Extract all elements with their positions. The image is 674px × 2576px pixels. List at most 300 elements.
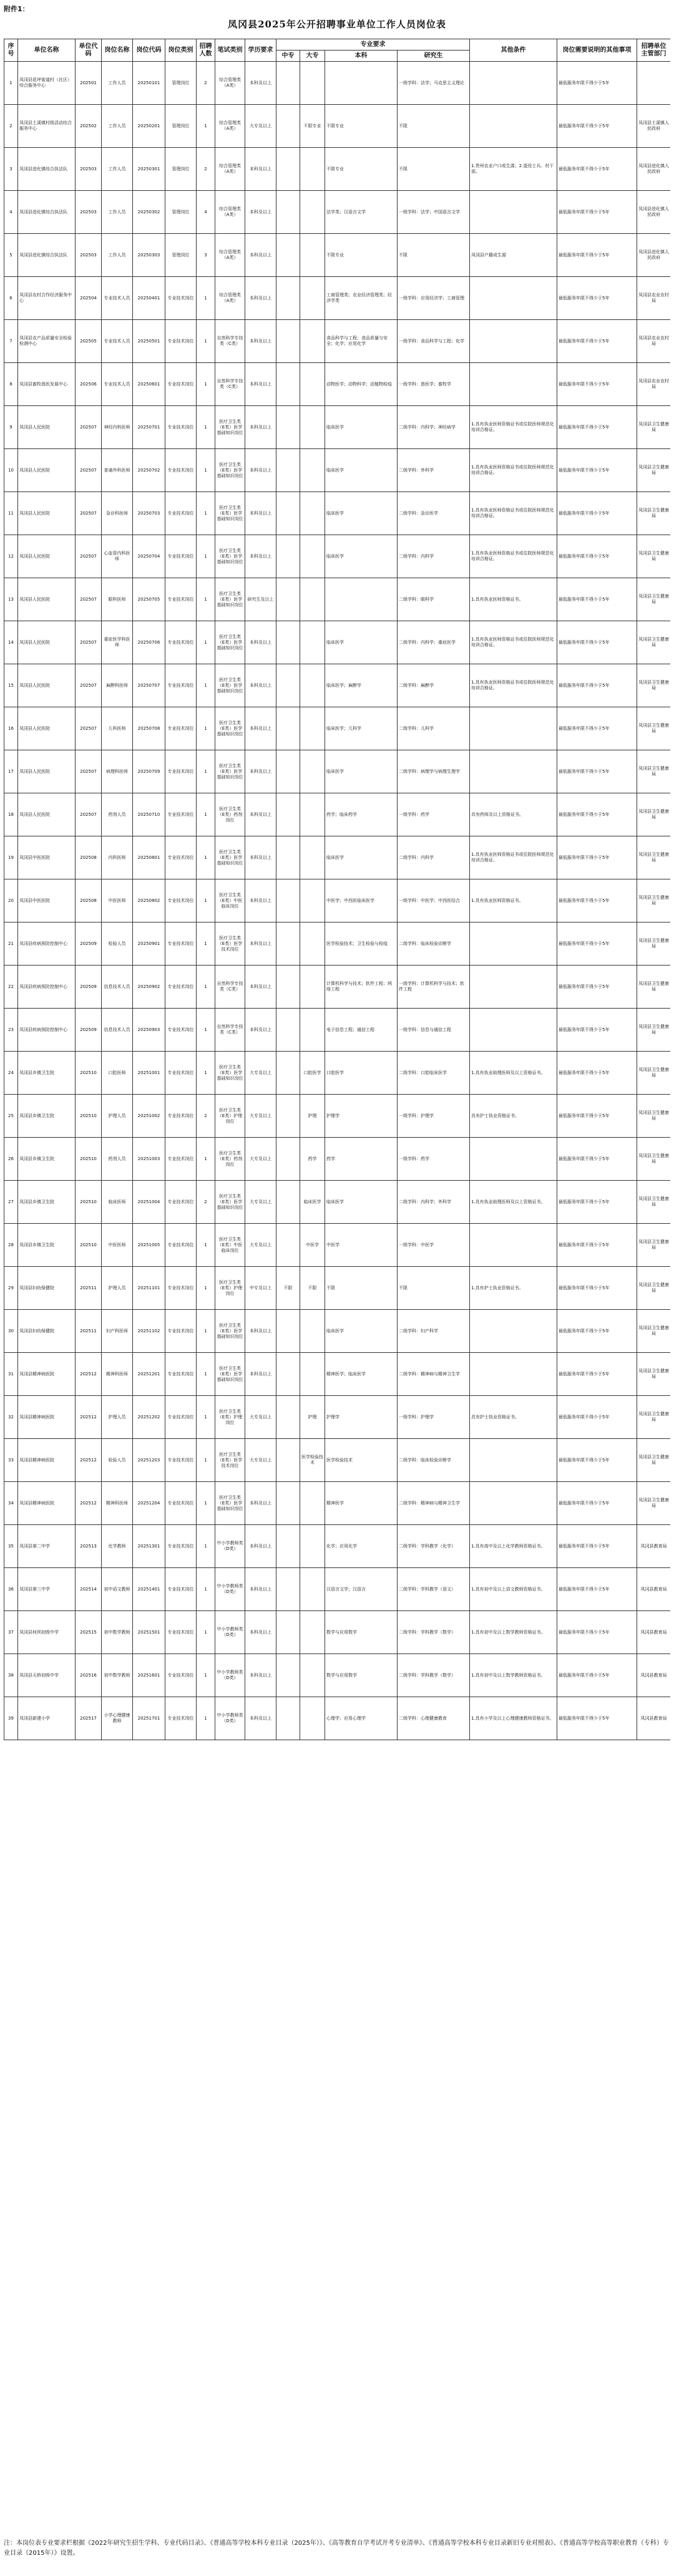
cell-post-type: 管理岗位 bbox=[165, 148, 197, 191]
cell-undergrad: 中医学；中西医临床医学 bbox=[325, 879, 398, 922]
cell-secondary bbox=[276, 1181, 300, 1224]
cell-exam-category: 医疗卫生类（E类）医学基础知识岗位 bbox=[215, 664, 245, 707]
cell-post-code: 20250302 bbox=[133, 191, 165, 234]
cell-undergrad: 数学与应用数学 bbox=[325, 1654, 398, 1697]
cell-other-cond: 1.具有初中及以上数学教师资格证书。 bbox=[470, 1611, 557, 1654]
cell-post-name: 护理人员 bbox=[102, 1267, 133, 1310]
cell-seq: 15 bbox=[4, 664, 18, 707]
table-body bbox=[4, 62, 671, 1740]
header-undergrad: 本科 bbox=[325, 51, 398, 62]
cell-post-code: 20251301 bbox=[133, 1525, 165, 1568]
cell-undergrad: 临床医学 bbox=[325, 1181, 398, 1224]
cell-post-type: 管理岗位 bbox=[165, 62, 197, 105]
cell-education: 本科及以上 bbox=[245, 1009, 276, 1052]
cell-unit-name: 凤冈县农产品质量安全检验检测中心 bbox=[18, 320, 76, 363]
cell-post-code: 20251003 bbox=[133, 1138, 165, 1181]
job-table-container bbox=[4, 39, 670, 2532]
cell-recruit-count: 2 bbox=[197, 62, 215, 105]
table-row bbox=[4, 148, 671, 191]
cell-college bbox=[300, 750, 325, 793]
table-row bbox=[4, 1697, 671, 1740]
cell-post-name: 神经内科医师 bbox=[102, 406, 133, 449]
cell-secondary bbox=[276, 621, 300, 664]
cell-post-type: 专业技术岗位 bbox=[165, 1095, 197, 1138]
cell-education: 本科及以上 bbox=[245, 1525, 276, 1568]
cell-seq: 23 bbox=[4, 1009, 18, 1052]
cell-post-name: 工作人员 bbox=[102, 148, 133, 191]
cell-unit-code: 202511 bbox=[76, 1310, 102, 1353]
cell-other-cond: 1.具有执业医师资格证书或住院医师规范化培训合格证。 bbox=[470, 621, 557, 664]
cell-education: 本科及以上 bbox=[245, 363, 276, 406]
cell-post-code: 20250707 bbox=[133, 664, 165, 707]
cell-post-code: 20250701 bbox=[133, 406, 165, 449]
cell-secondary bbox=[276, 191, 300, 234]
cell-undergrad: 临床医学 bbox=[325, 621, 398, 664]
cell-recruit-count: 1 bbox=[197, 406, 215, 449]
cell-recruit-count: 1 bbox=[197, 1396, 215, 1439]
attachment-label: 附件1： bbox=[4, 5, 29, 13]
cell-post-name: 专业技术人员 bbox=[102, 363, 133, 406]
cell-post-name: 小学心理健康教师 bbox=[102, 1697, 133, 1740]
cell-education: 本科及以上 bbox=[245, 234, 276, 277]
cell-notes: 最低服务年限不得少于5年 bbox=[557, 966, 637, 1009]
cell-seq: 21 bbox=[4, 922, 18, 966]
cell-unit-name: 凤冈县人民医院 bbox=[18, 449, 76, 492]
cell-supervisor: 凤冈县卫生健康局 bbox=[637, 750, 671, 793]
cell-seq: 2 bbox=[4, 105, 18, 148]
cell-college bbox=[300, 1353, 325, 1396]
cell-postgrad: 一级学科：法学；中国语言文学 bbox=[398, 191, 470, 234]
table-row bbox=[4, 1095, 671, 1138]
cell-exam-category: 中小学教师类（D类） bbox=[215, 1654, 245, 1697]
cell-secondary bbox=[276, 1310, 300, 1353]
cell-recruit-count: 1 bbox=[197, 922, 215, 966]
cell-unit-name: 凤冈县进化镇综合执法队 bbox=[18, 234, 76, 277]
cell-secondary bbox=[276, 1525, 300, 1568]
cell-college: 临床医学 bbox=[300, 1181, 325, 1224]
cell-post-name: 初中数学教师 bbox=[102, 1611, 133, 1654]
cell-college bbox=[300, 664, 325, 707]
cell-unit-name: 凤冈县农村合作经济服务中心 bbox=[18, 277, 76, 320]
cell-seq: 16 bbox=[4, 707, 18, 750]
cell-post-code: 20250704 bbox=[133, 535, 165, 578]
cell-recruit-count: 1 bbox=[197, 1568, 215, 1611]
cell-postgrad: 一级学科：中医学 bbox=[398, 1224, 470, 1267]
table-row bbox=[4, 879, 671, 922]
cell-unit-name: 凤冈县第二中学 bbox=[18, 1525, 76, 1568]
header-postgrad: 研究生 bbox=[398, 51, 470, 62]
cell-post-code: 20250101 bbox=[133, 62, 165, 105]
cell-exam-category: 中小学教师类（D类） bbox=[215, 1568, 245, 1611]
cell-education: 大专及以上 bbox=[245, 1138, 276, 1181]
cell-recruit-count: 4 bbox=[197, 191, 215, 234]
cell-recruit-count: 1 bbox=[197, 664, 215, 707]
cell-notes: 最低服务年限不得少于5年 bbox=[557, 449, 637, 492]
cell-post-code: 20251201 bbox=[133, 1353, 165, 1396]
cell-post-code: 20251501 bbox=[133, 1611, 165, 1654]
table-row bbox=[4, 449, 671, 492]
cell-education: 本科及以上 bbox=[245, 277, 276, 320]
cell-secondary bbox=[276, 664, 300, 707]
table-row bbox=[4, 320, 671, 363]
cell-recruit-count: 1 bbox=[197, 1138, 215, 1181]
cell-unit-code: 202507 bbox=[76, 449, 102, 492]
cell-college bbox=[300, 1482, 325, 1525]
cell-recruit-count: 1 bbox=[197, 105, 215, 148]
cell-unit-name: 凤冈县畜牧兽医发展中心 bbox=[18, 363, 76, 406]
cell-secondary bbox=[276, 750, 300, 793]
cell-exam-category: 医疗卫生类（E类）护理岗位 bbox=[215, 1095, 245, 1138]
cell-seq: 32 bbox=[4, 1396, 18, 1439]
table-row bbox=[4, 922, 671, 966]
cell-exam-category: 医疗卫生类（E类）医学技术岗位 bbox=[215, 922, 245, 966]
cell-unit-name: 凤冈县疾病预防控制中心 bbox=[18, 922, 76, 966]
cell-postgrad: 二级学科：内科学；重症医学 bbox=[398, 621, 470, 664]
cell-post-type: 专业技术岗位 bbox=[165, 1353, 197, 1396]
cell-exam-category: 医疗卫生类（E类）中医临床岗位 bbox=[215, 879, 245, 922]
cell-undergrad: 不限 bbox=[325, 1267, 398, 1310]
cell-supervisor: 凤冈县卫生健康局 bbox=[637, 492, 671, 535]
cell-supervisor: 凤冈县进化镇人民政府 bbox=[637, 234, 671, 277]
cell-education: 本科及以上 bbox=[245, 879, 276, 922]
table-row bbox=[4, 535, 671, 578]
cell-supervisor: 凤冈县农业农村局 bbox=[637, 277, 671, 320]
cell-postgrad: 二级学科：心理健康教育 bbox=[398, 1697, 470, 1740]
cell-postgrad: 二级学科：精神病与精神卫生学 bbox=[398, 1353, 470, 1396]
cell-education: 大专及以上 bbox=[245, 1095, 276, 1138]
cell-post-name: 化学教师 bbox=[102, 1525, 133, 1568]
cell-secondary bbox=[276, 922, 300, 966]
cell-other-cond bbox=[470, 320, 557, 363]
cell-post-type: 专业技术岗位 bbox=[165, 1138, 197, 1181]
cell-post-type: 专业技术岗位 bbox=[165, 1181, 197, 1224]
cell-unit-name: 凤冈县精神病医院 bbox=[18, 1439, 76, 1482]
cell-postgrad: 二级学科：麻醉学 bbox=[398, 664, 470, 707]
cell-undergrad: 食品科学与工程；食品质量与安全；化学；应用化学 bbox=[325, 320, 398, 363]
cell-college: 口腔医学 bbox=[300, 1052, 325, 1095]
cell-education: 大专及以上 bbox=[245, 1396, 276, 1439]
cell-unit-code: 202507 bbox=[76, 750, 102, 793]
cell-college bbox=[300, 1654, 325, 1697]
cell-post-type: 专业技术岗位 bbox=[165, 793, 197, 836]
cell-postgrad: 二级学科：学科教学（化学） bbox=[398, 1525, 470, 1568]
cell-undergrad: 数学与应用数学 bbox=[325, 1611, 398, 1654]
cell-other-cond bbox=[470, 922, 557, 966]
cell-education: 本科及以上 bbox=[245, 148, 276, 191]
cell-unit-name: 凤冈县疾病预防控制中心 bbox=[18, 966, 76, 1009]
header-education: 学历要求 bbox=[245, 39, 276, 62]
cell-secondary bbox=[276, 492, 300, 535]
cell-notes: 最低服务年限不得少于5年 bbox=[557, 1138, 637, 1181]
table-row bbox=[4, 1611, 671, 1654]
cell-secondary bbox=[276, 578, 300, 621]
cell-post-code: 20251203 bbox=[133, 1439, 165, 1482]
cell-college bbox=[300, 793, 325, 836]
table-row bbox=[4, 1224, 671, 1267]
cell-recruit-count: 1 bbox=[197, 1611, 215, 1654]
cell-other-cond bbox=[470, 1310, 557, 1353]
cell-postgrad: 不限 bbox=[398, 148, 470, 191]
cell-other-cond: 1.具有护士执业资格证书。 bbox=[470, 1267, 557, 1310]
cell-education: 大专及以上 bbox=[245, 1439, 276, 1482]
cell-post-name: 药剂人员 bbox=[102, 1138, 133, 1181]
cell-exam-category: 医疗卫生类（E类）医学基础知识岗位 bbox=[215, 1052, 245, 1095]
cell-other-cond bbox=[470, 191, 557, 234]
cell-notes: 最低服务年限不得少于5年 bbox=[557, 1095, 637, 1138]
cell-post-type: 专业技术岗位 bbox=[165, 922, 197, 966]
cell-postgrad: 一级学科：药学 bbox=[398, 1138, 470, 1181]
cell-notes: 最低服务年限不得少于5年 bbox=[557, 793, 637, 836]
cell-undergrad: 精神医学 bbox=[325, 1482, 398, 1525]
cell-college bbox=[300, 1697, 325, 1740]
cell-recruit-count: 1 bbox=[197, 966, 215, 1009]
cell-unit-name: 凤冈县第三中学 bbox=[18, 1568, 76, 1611]
cell-education: 本科及以上 bbox=[245, 750, 276, 793]
cell-unit-code: 202517 bbox=[76, 1697, 102, 1740]
page-title: 凤冈县2025年公开招聘事业单位工作人员岗位表 bbox=[228, 19, 446, 30]
table-row bbox=[4, 1396, 671, 1439]
cell-seq: 4 bbox=[4, 191, 18, 234]
cell-post-type: 专业技术岗位 bbox=[165, 1482, 197, 1525]
cell-postgrad: 二级学科：内科学 bbox=[398, 836, 470, 879]
table-row bbox=[4, 966, 671, 1009]
cell-post-type: 专业技术岗位 bbox=[165, 879, 197, 922]
cell-notes: 最低服务年限不得少于5年 bbox=[557, 148, 637, 191]
cell-exam-category: 自然科学专技类（C类） bbox=[215, 320, 245, 363]
cell-seq: 33 bbox=[4, 1439, 18, 1482]
cell-secondary bbox=[276, 1568, 300, 1611]
cell-supervisor: 凤冈县卫生健康局 bbox=[637, 879, 671, 922]
cell-seq: 8 bbox=[4, 363, 18, 406]
cell-seq: 19 bbox=[4, 836, 18, 879]
cell-secondary bbox=[276, 449, 300, 492]
cell-supervisor: 凤冈县卫生健康局 bbox=[637, 449, 671, 492]
cell-post-type: 管理岗位 bbox=[165, 191, 197, 234]
cell-unit-name: 凤冈县妇幼保健院 bbox=[18, 1267, 76, 1310]
cell-supervisor: 凤冈县卫生健康局 bbox=[637, 793, 671, 836]
cell-undergrad: 中医学 bbox=[325, 1224, 398, 1267]
cell-college bbox=[300, 363, 325, 406]
cell-unit-name: 凤冈县进化镇综合执法队 bbox=[18, 148, 76, 191]
cell-unit-name: 凤冈县人民医院 bbox=[18, 535, 76, 578]
cell-post-name: 临床医师 bbox=[102, 1181, 133, 1224]
cell-education: 本科及以上 bbox=[245, 449, 276, 492]
cell-unit-code: 202513 bbox=[76, 1525, 102, 1568]
cell-post-name: 初中语文教师 bbox=[102, 1568, 133, 1611]
cell-secondary bbox=[276, 277, 300, 320]
cell-unit-code: 202512 bbox=[76, 1353, 102, 1396]
cell-college bbox=[300, 621, 325, 664]
cell-college bbox=[300, 879, 325, 922]
cell-post-name: 重症医学科医师 bbox=[102, 621, 133, 664]
cell-recruit-count: 1 bbox=[197, 1482, 215, 1525]
cell-college bbox=[300, 62, 325, 105]
cell-unit-name: 凤冈县乡镇卫生院 bbox=[18, 1138, 76, 1181]
cell-post-type: 专业技术岗位 bbox=[165, 966, 197, 1009]
cell-supervisor: 凤冈县卫生健康局 bbox=[637, 1095, 671, 1138]
cell-exam-category: 医疗卫生类（E类）医学基础知识岗位 bbox=[215, 621, 245, 664]
cell-supervisor: 凤冈县卫生健康局 bbox=[637, 1009, 671, 1052]
cell-supervisor: 凤冈县卫生健康局 bbox=[637, 406, 671, 449]
cell-unit-name: 凤冈县乡镇卫生院 bbox=[18, 1095, 76, 1138]
cell-post-name: 工作人员 bbox=[102, 62, 133, 105]
cell-secondary bbox=[276, 707, 300, 750]
cell-post-code: 20250801 bbox=[133, 836, 165, 879]
cell-exam-category: 医疗卫生类（E类）医学基础知识岗位 bbox=[215, 1482, 245, 1525]
cell-post-code: 20250903 bbox=[133, 1009, 165, 1052]
cell-other-cond bbox=[470, 1353, 557, 1396]
cell-college bbox=[300, 492, 325, 535]
cell-unit-name: 凤冈县人民医院 bbox=[18, 406, 76, 449]
cell-post-type: 管理岗位 bbox=[165, 234, 197, 277]
cell-postgrad: 二级学科：外科学 bbox=[398, 449, 470, 492]
cell-exam-category: 医疗卫生类（E类）医学基础知识岗位 bbox=[215, 836, 245, 879]
cell-postgrad: 一级学科：中医学；中西医结合 bbox=[398, 879, 470, 922]
cell-other-cond bbox=[470, 750, 557, 793]
cell-exam-category: 医疗卫生类（E类）护理岗位 bbox=[215, 1396, 245, 1439]
table-row bbox=[4, 707, 671, 750]
cell-recruit-count: 1 bbox=[197, 879, 215, 922]
table-row bbox=[4, 664, 671, 707]
cell-notes: 最低服务年限不得少于5年 bbox=[557, 1267, 637, 1310]
cell-notes: 最低服务年限不得少于5年 bbox=[557, 191, 637, 234]
cell-seq: 17 bbox=[4, 750, 18, 793]
cell-recruit-count: 1 bbox=[197, 1224, 215, 1267]
cell-undergrad: 口腔医学 bbox=[325, 1052, 398, 1095]
header-recruit-count: 招聘人数 bbox=[197, 39, 215, 62]
cell-unit-code: 202502 bbox=[76, 105, 102, 148]
cell-seq: 5 bbox=[4, 234, 18, 277]
cell-unit-code: 202514 bbox=[76, 1568, 102, 1611]
cell-supervisor: 凤冈县卫生健康局 bbox=[637, 1224, 671, 1267]
cell-exam-category: 自然科学专技类（C类） bbox=[215, 966, 245, 1009]
table-row bbox=[4, 1267, 671, 1310]
cell-postgrad: 一级学科：应用经济学；工商管理 bbox=[398, 277, 470, 320]
cell-post-name: 信息技术人员 bbox=[102, 966, 133, 1009]
cell-secondary bbox=[276, 234, 300, 277]
cell-seq: 29 bbox=[4, 1267, 18, 1310]
cell-undergrad: 医学检验技术 bbox=[325, 1439, 398, 1482]
cell-recruit-count: 1 bbox=[197, 1353, 215, 1396]
cell-college bbox=[300, 1568, 325, 1611]
cell-notes: 最低服务年限不得少于5年 bbox=[557, 234, 637, 277]
cell-post-type: 专业技术岗位 bbox=[165, 1525, 197, 1568]
header-other-cond: 其他条件 bbox=[470, 39, 557, 62]
cell-notes: 最低服务年限不得少于5年 bbox=[557, 1611, 637, 1654]
header-major-req: 专业要求 bbox=[276, 39, 470, 51]
cell-postgrad: 二级学科：学科教学（语文） bbox=[398, 1568, 470, 1611]
cell-post-type: 专业技术岗位 bbox=[165, 535, 197, 578]
cell-post-code: 20250708 bbox=[133, 707, 165, 750]
cell-college bbox=[300, 966, 325, 1009]
cell-college bbox=[300, 449, 325, 492]
cell-undergrad: 汉语言文学；汉语言 bbox=[325, 1568, 398, 1611]
cell-unit-name: 凤冈县人民医院 bbox=[18, 492, 76, 535]
cell-college: 医学检验技术 bbox=[300, 1439, 325, 1482]
cell-supervisor: 凤冈县卫生健康局 bbox=[637, 621, 671, 664]
cell-college: 护理 bbox=[300, 1396, 325, 1439]
cell-college bbox=[300, 277, 325, 320]
cell-postgrad: 二级学科：学科教学（数学） bbox=[398, 1611, 470, 1654]
cell-post-code: 20251204 bbox=[133, 1482, 165, 1525]
cell-postgrad: 二级学科：内科学；外科学 bbox=[398, 1181, 470, 1224]
cell-supervisor: 凤冈县卫生健康局 bbox=[637, 535, 671, 578]
cell-seq: 11 bbox=[4, 492, 18, 535]
table-row bbox=[4, 836, 671, 879]
cell-unit-name: 凤冈县何坝初级中学 bbox=[18, 1611, 76, 1654]
cell-education: 本科及以上 bbox=[245, 535, 276, 578]
cell-unit-name: 凤冈县乡镇卫生院 bbox=[18, 1224, 76, 1267]
cell-supervisor: 凤冈县卫生健康局 bbox=[637, 922, 671, 966]
table-row bbox=[4, 578, 671, 621]
cell-seq: 6 bbox=[4, 277, 18, 320]
cell-exam-category: 医疗卫生类（E类）医学基础知识岗位 bbox=[215, 406, 245, 449]
cell-exam-category: 医疗卫生类（E类）医学基础知识岗位 bbox=[215, 535, 245, 578]
cell-secondary bbox=[276, 406, 300, 449]
cell-unit-code: 202512 bbox=[76, 1482, 102, 1525]
cell-education: 大专及以上 bbox=[245, 1052, 276, 1095]
cell-post-type: 专业技术岗位 bbox=[165, 1310, 197, 1353]
header-post-code: 岗位代码 bbox=[133, 39, 165, 62]
cell-notes: 最低服务年限不得少于5年 bbox=[557, 750, 637, 793]
job-position-table bbox=[4, 39, 670, 1740]
cell-other-cond bbox=[470, 105, 557, 148]
cell-seq: 28 bbox=[4, 1224, 18, 1267]
cell-notes: 最低服务年限不得少于5年 bbox=[557, 62, 637, 105]
cell-post-code: 20250706 bbox=[133, 621, 165, 664]
cell-recruit-count: 1 bbox=[197, 1525, 215, 1568]
header-secondary: 中专 bbox=[276, 51, 300, 62]
cell-postgrad: 一级学科：计算机科学与技术；软件工程 bbox=[398, 966, 470, 1009]
cell-seq: 38 bbox=[4, 1654, 18, 1697]
cell-other-cond: 1.具有执业医师资格证书或住院医师规范化培训合格证。 bbox=[470, 406, 557, 449]
cell-unit-code: 202510 bbox=[76, 1052, 102, 1095]
cell-postgrad: 二级学科：眼科学 bbox=[398, 578, 470, 621]
cell-supervisor: 凤冈县农业农村局 bbox=[637, 320, 671, 363]
cell-supervisor: 凤冈县卫生健康局 bbox=[637, 1138, 671, 1181]
header-post-type: 岗位类别 bbox=[165, 39, 197, 62]
cell-post-name: 麻醉科医师 bbox=[102, 664, 133, 707]
cell-unit-code: 202508 bbox=[76, 879, 102, 922]
cell-supervisor: 凤冈县卫生健康局 bbox=[637, 966, 671, 1009]
cell-undergrad: 不限专业 bbox=[325, 105, 398, 148]
cell-post-code: 20250303 bbox=[133, 234, 165, 277]
table-row bbox=[4, 793, 671, 836]
cell-unit-code: 202510 bbox=[76, 1224, 102, 1267]
cell-other-cond: 1.具有执业医师资格证书或住院医师规范化培训合格证。 bbox=[470, 836, 557, 879]
cell-other-cond bbox=[470, 707, 557, 750]
cell-undergrad: 护理学 bbox=[325, 1396, 398, 1439]
cell-other-cond: 1.具有高中及以上化学教师资格证书。 bbox=[470, 1525, 557, 1568]
cell-education: 本科及以上 bbox=[245, 1611, 276, 1654]
cell-post-name: 专业技术人员 bbox=[102, 277, 133, 320]
cell-recruit-count: 1 bbox=[197, 449, 215, 492]
cell-notes: 最低服务年限不得少于5年 bbox=[557, 320, 637, 363]
cell-post-code: 20250301 bbox=[133, 148, 165, 191]
cell-supervisor: 凤冈县卫生健康局 bbox=[637, 578, 671, 621]
cell-supervisor: 凤冈县卫生健康局 bbox=[637, 1353, 671, 1396]
table-row bbox=[4, 234, 671, 277]
cell-college: 中医学 bbox=[300, 1224, 325, 1267]
cell-post-name: 急诊科医师 bbox=[102, 492, 133, 535]
cell-post-type: 专业技术岗位 bbox=[165, 707, 197, 750]
cell-post-name: 药剂人员 bbox=[102, 793, 133, 836]
cell-undergrad: 药学；临床药学 bbox=[325, 793, 398, 836]
cell-post-code: 20250703 bbox=[133, 492, 165, 535]
cell-post-name: 妇产科医师 bbox=[102, 1310, 133, 1353]
cell-post-name: 护理人员 bbox=[102, 1095, 133, 1138]
table-row bbox=[4, 1310, 671, 1353]
